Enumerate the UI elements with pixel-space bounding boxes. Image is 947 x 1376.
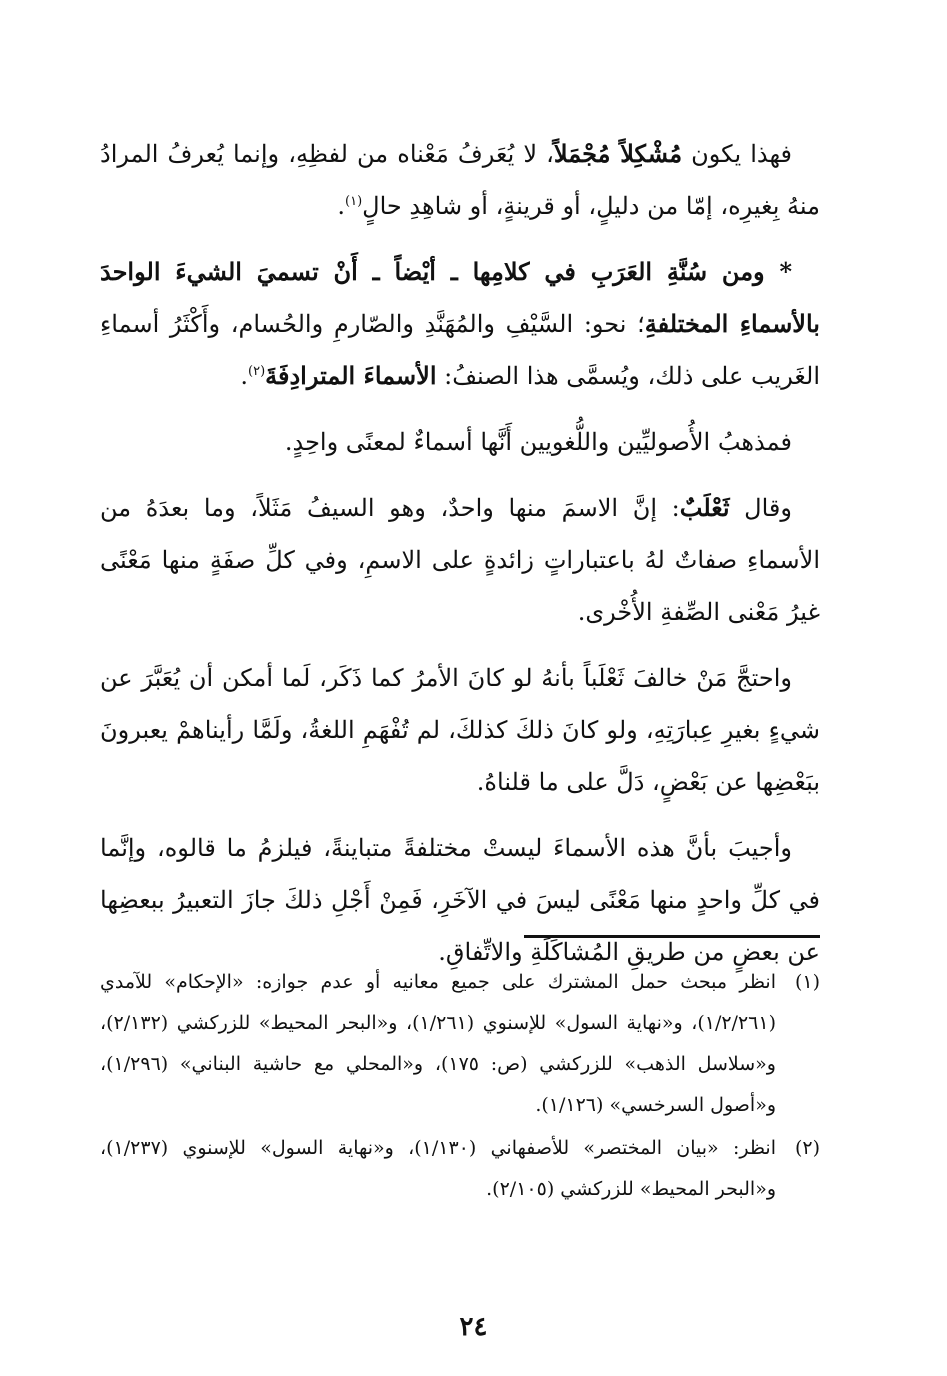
footnote-1 bbox=[100, 962, 820, 1126]
main-text bbox=[100, 128, 820, 992]
p4-text-c: : إنَّ الاسمَ منها واحدٌ، وهو السيفُ مَثَلاً، وما بعدَهُ من الأسماءِ صفاتٌ لهُ باعتباراتٍ زائدةٍ على الاسمِ، وفي كلِّ صفَةٍ منها مَعْنًى غيرُ مَعْنى الصِّفةِ الأُخْرى. bbox=[100, 494, 820, 626]
footnotes bbox=[100, 962, 820, 1212]
p1-text-c: ، لا يُعَرفُ مَعْناه من لفظِهِ، وإنما يُعرفُ المرادُ منهُ بِغيرِه، إمّا من دليلٍ، أو قرينةٍ، أو شاهِدِ حالٍ bbox=[100, 140, 820, 220]
p4-text-a: وقال bbox=[729, 494, 792, 522]
footnote-ref-1[interactable]: (١) bbox=[345, 194, 363, 209]
p1-bold-term: مُشْكِلاً مُجْمَلاً bbox=[553, 139, 683, 168]
p2-bold-heading: * ومن سُنَّةِ العَرَبِ في كلامِها ـ أيْضاً ـ أَنْ تسميَ الشيءَ الواحدَ بالأسماءِ المختلفةِ bbox=[100, 257, 820, 338]
page-number: ٢٤ bbox=[459, 1312, 488, 1342]
paragraph-5: واحتجَّ مَنْ خالفَ ثَعْلَباً بأنهُ لو كانَ الأمرُ كما ذَكَر، لَما أمكن أن يُعَبَّرَ عن شيءٍ بغيرِ عِبارَتِهِ، ولو كانَ ذلكَ كذلكَ، لم تُفْهَمِ اللغةُ، ولَمَّا رأيناهمْ يعبرونَ ببَعْضِها عن بَعْضٍ، دَلَّ على ما قلناهُ. bbox=[100, 664, 820, 796]
paragraph-6: وأجيبَ بأنَّ هذه الأسماءَ ليستْ مختلفةً متباينةً، فيلزمُ ما قالوه، وإنَّما في كلِّ واحدٍ منها مَعْنًى ليسَ في الآخَرِ، فَمِنْ أَجْلِ ذلكَ جازَ التعبيرُ ببعضِها عن بعضٍ من طريقِ المُشاكَلَةِ والاتِّفاقِ. bbox=[100, 834, 820, 966]
paragraph-2 bbox=[100, 246, 820, 402]
footnote-number: (١) bbox=[794, 971, 820, 993]
p1-text-a: فهذا يكون bbox=[682, 140, 792, 168]
paragraph-1 bbox=[100, 128, 820, 232]
footnote-number: (٢) bbox=[794, 1137, 820, 1159]
footnote-text: انظر مبحث حمل المشترك على جميع معانيه أو عدم جوازه: «الإحكام» للآمدي (١/٢/٢٦١)، و«نهاية السول» للإسنوي (١/٢٦١)، و«البحر المحيط» للزركشي (٢/١٣٢)، و«سلاسل الذهب» للزركشي (ص: ١٧٥)، و«المحلي مع حاشية البناني» (١/٢٩٦)، و«أصول السرخسي» (١/١٢٦). bbox=[100, 971, 776, 1116]
footnote-2 bbox=[100, 1128, 820, 1210]
paragraph-3: فمذهبُ الأُصوليِّين واللُّغويين أَنَّها أسماءٌ لمعنًى واحِدٍ. bbox=[284, 428, 792, 456]
p2-text-d: . bbox=[240, 362, 249, 390]
footnote-text: انظر: «بيان المختصر» للأصفهاني (١/١٣٠)، و«نهاية السول» للإسنوي (١/٢٣٧)، و«البحر المحيط» للزركشي (٢/١٠٥). bbox=[100, 1137, 776, 1200]
p1-text-d: . bbox=[337, 192, 346, 220]
p2-text-b: ؛ نحو: السَّيْفِ والمُهَنَّدِ والصّارمِ والحُسام، وأَكْثَرُ أسماءِ الغَريب على ذلك، ويُسمَّى هذا الصنفُ: bbox=[100, 310, 820, 390]
p4-bold-name: ثَعْلَبٌ bbox=[679, 493, 730, 522]
paragraph-4 bbox=[100, 482, 820, 638]
footnote-ref-2[interactable]: (٢) bbox=[248, 364, 266, 379]
footnote-separator bbox=[524, 935, 820, 938]
p2-bold-term: الأسماءَ المترادِفَةَ bbox=[265, 361, 437, 390]
